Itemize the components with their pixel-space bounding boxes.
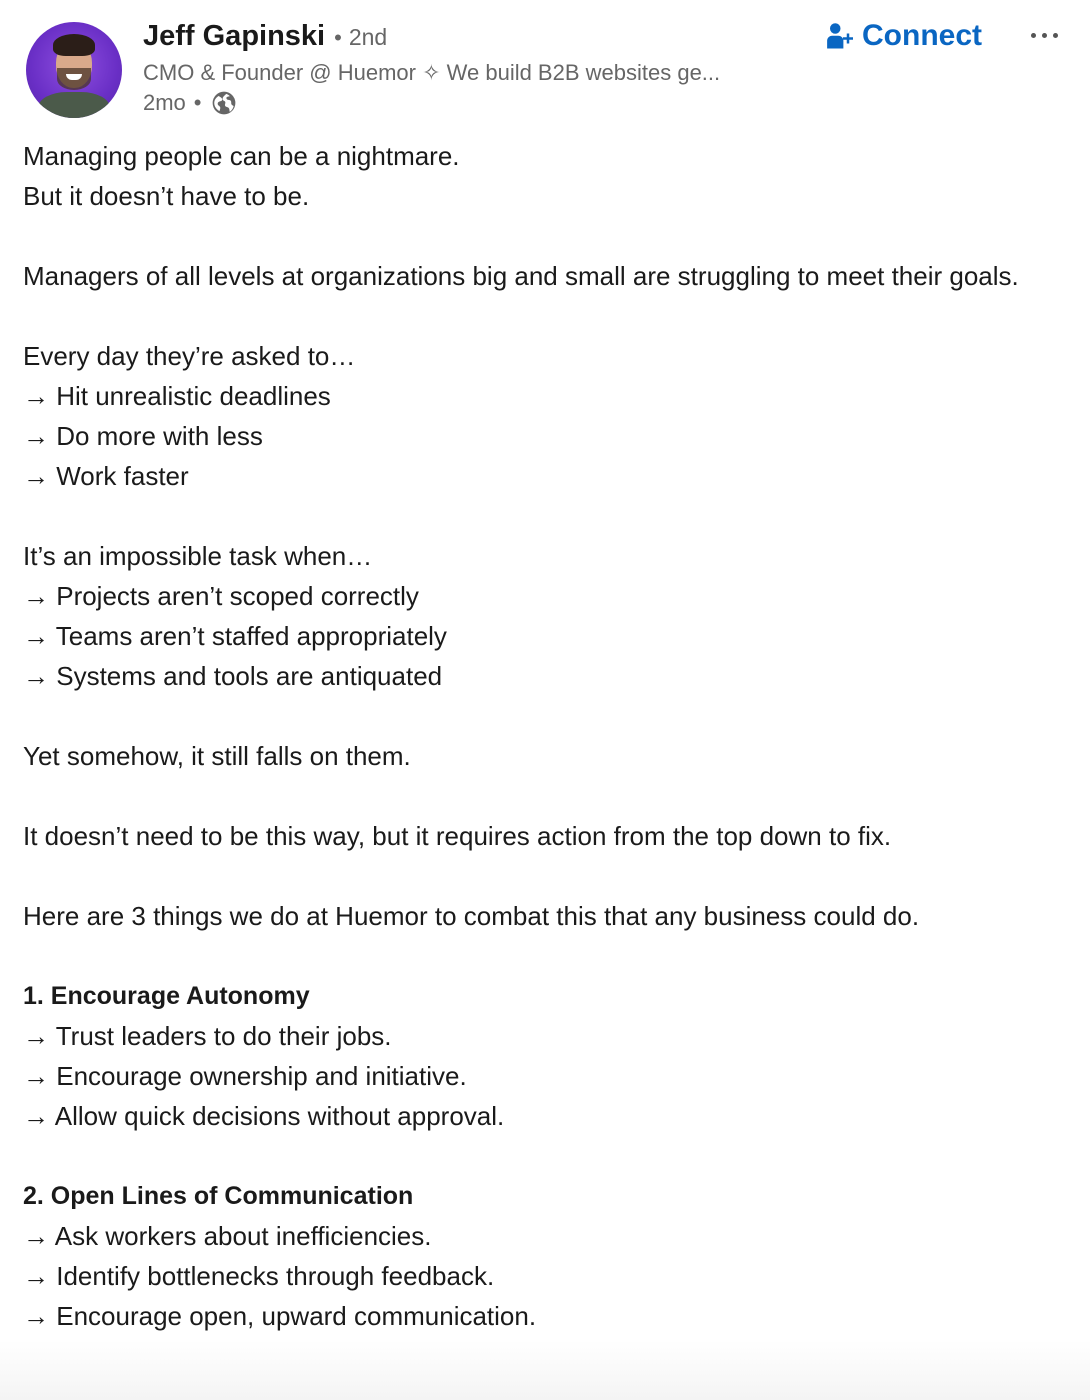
separator-dot: •	[193, 90, 202, 115]
connect-label: Connect	[862, 19, 982, 52]
section-heading: 2. Open Lines of Communication	[23, 1182, 414, 1210]
list-item: → Trust leaders to do their jobs.	[23, 1021, 392, 1051]
post-line: But it doesn’t have to be.	[23, 181, 310, 211]
connection-degree: 2nd	[348, 24, 388, 50]
list-item: → Projects aren’t scoped correctly	[23, 581, 419, 611]
list-item: → Do more with less	[23, 421, 263, 451]
author-avatar[interactable]	[26, 22, 122, 118]
list-item: → Systems and tools are antiquated	[23, 661, 443, 691]
post-timestamp: 2mo	[143, 90, 186, 115]
post-line: Managers of all levels at organizations big and small are struggling to meet their goals.	[23, 261, 1019, 291]
list-item: → Teams aren’t staffed appropriately	[23, 621, 447, 651]
list-item: → Ask workers about inefficiencies.	[23, 1221, 432, 1251]
separator-dot: •	[334, 25, 342, 50]
post-text	[23, 136, 1073, 1336]
post-meta	[143, 90, 237, 116]
post-line: Managing people can be a nightmare.	[23, 141, 460, 171]
post-line: It doesn’t need to be this way, but it requires action from the top down to fix.	[23, 821, 892, 851]
post-line: Yet somehow, it still falls on them.	[23, 741, 411, 771]
list-item: → Work faster	[23, 461, 189, 491]
author-name[interactable]: Jeff Gapinski	[143, 20, 326, 52]
list-item: → Encourage open, upward communication.	[23, 1301, 537, 1331]
person-add-icon	[824, 21, 854, 51]
author-name-line	[143, 20, 387, 58]
post-line: Every day they’re asked to…	[23, 341, 356, 371]
more-horizontal-icon	[1031, 33, 1036, 38]
author-headline: CMO & Founder @ Huemor ✧ We build B2B websites ge...	[143, 60, 721, 85]
avatar-shirt	[38, 92, 110, 118]
globe-icon	[211, 90, 237, 116]
list-item: → Allow quick decisions without approval.	[23, 1101, 505, 1131]
list-item: → Hit unrealistic deadlines	[23, 381, 331, 411]
more-options-button[interactable]	[1022, 16, 1066, 54]
bottom-fade	[0, 1340, 1090, 1400]
list-item: → Encourage ownership and initiative.	[23, 1061, 467, 1091]
post-line: Here are 3 things we do at Huemor to combat this that any business could do.	[23, 901, 920, 931]
connect-button[interactable]	[820, 14, 986, 58]
list-item: → Identify bottlenecks through feedback.	[23, 1261, 495, 1291]
section-heading: 1. Encourage Autonomy	[23, 982, 310, 1010]
avatar-hair	[53, 34, 95, 56]
post-line: It’s an impossible task when…	[23, 541, 373, 571]
